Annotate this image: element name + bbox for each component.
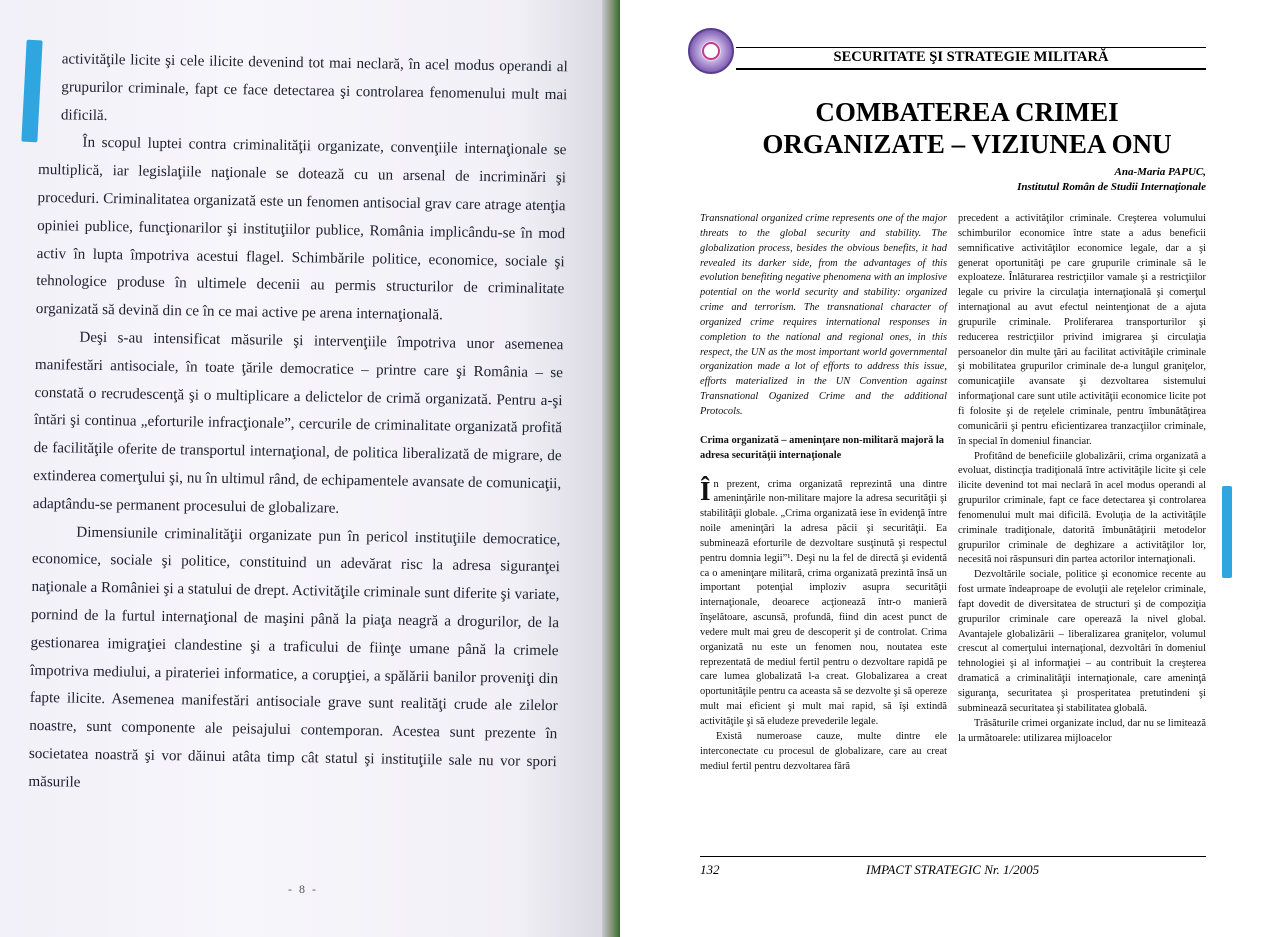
title-line: ORGANIZATE – VIZIUNEA ONU (762, 129, 1172, 159)
author-block (860, 165, 1206, 195)
footer-journal-name: IMPACT STRATEGIC Nr. 1/2005 (866, 862, 1040, 877)
left-column (700, 212, 947, 774)
photo-paragraph: Dimensiunile criminalităţii organizate pun în pericol instituţiile democratice, economice, sociale şi politice, constituind un adevărat risc la adresa siguranţei naţionale a României şi a statului de drept. Activităţile criminale sunt diferite şi variate, pornind de la furtul internaţional de maşini până la piaţa neagră a drogurilor, de la gestionarea imigraţiei clandestine şi a traficului de fiinţe umane până la crimele împotriva mediului, a pirateriei informatice, a corupţiei, a spălării banilor proveniţi din fapte ilicite. Asemenea manifestări antisociale grave sunt realităţi crude ale zilelor noastre, sunt componente ale peisajului contemporan. Acestea sunt prezente în societatea noastră şi vor dăinui atâta timp cât statul şi instituţiile sale nu vor spori măsurile (28, 524, 561, 791)
body-paragraph: Profitând de beneficiile globalizării, crima organizată a evoluat, distincţia tradiţională între activităţile licite şi cele ilicite devenind tot mai neclară în acel modus operandi al grupurilor criminale, fapt ce face detectarea şi controlarea fenomenului mult mai dificilă. Evoluţia de la activităţile criminale tradiţionale, datorită îmbunătăţirii metodelor grupurilor criminale de deghizare a activităţilor lor, necesită noi răspunsuri din partea actorilor internaţionali. (958, 450, 1206, 566)
footer-rule (700, 856, 1206, 857)
footer-page-number: 132 (700, 862, 720, 877)
body-paragraph: Trăsăturile crimei organizate includ, dar nu se limitează la următoarele: utilizarea mijloacelor (958, 717, 1206, 744)
article-title (700, 96, 1234, 160)
title-line: COMBATEREA CRIMEI (815, 97, 1119, 127)
drop-cap: Î (700, 475, 711, 506)
body-paragraph: Dezvoltările sociale, politice şi economice recente au fost urmate îndeaproape de evoluţii ale reţelelor criminale, fapt dovedit de diversitatea de structuri şi de compoziţia grupurilor criminale care operează la nivel global. Avantajele globalizării – liberalizarea graniţelor, volumul crescut al comerţului internaţional, dezvoltări în domeniul tehnologiei şi al informaţiei – au contribuit la creşterea dramatică a criminalităţii internaţionale, care ameninţă siguranţa, securitatea şi prosperitatea pretutindeni şi subminează securitatea şi stabilitatea globală. (958, 569, 1206, 714)
body-paragraph (700, 475, 947, 730)
header-rule (736, 47, 1206, 48)
body-paragraph: precedent a activităţilor criminale. Creşterea volumului schimburilor economice între state a adus beneficii semnificative activităţilor economice legale, dar a şi generat oportunităţi pe care grupurile criminale să le exploateze. Înlăturarea restricţiilor vamale şi a restricţiilor legale cu privire la circulaţia internaţională şi comerţul internaţional au avut efectul neintenţionat de a ajuta grupurile criminale. Proliferarea transporturilor şi reducerea restricţiilor privind imigrarea şi circulaţia persoanelor din multe ţări au facilitat activităţile criminale şi mobilitatea grupurilor criminale de-a lungul graniţelor, comunicaţiile avansate şi dezvoltarea sistemului informaţional care sunt utile activităţii economice licite pot fi folosite şi de reţelele criminale, pentru îmbunătăţirea comunicării şi pentru eficientizarea tranzacţiilor criminale, în special în domeniul financiar. (958, 213, 1206, 447)
right-column (958, 212, 1206, 746)
author-name: Ana-Maria PAPUC, (1114, 166, 1206, 178)
body-paragraph: Există numeroase cauze, multe dintre ele interconectate cu procesul de globalizare, care au creat mediul fertil pentru dezvoltarea fără (700, 730, 947, 772)
logo-ring (702, 42, 720, 60)
body-text: n prezent, crima organizată reprezintă una dintre ameninţările non-militare majore la adresa securităţii şi stabilităţii globale. „Crima organizată iese în evidenţă între noile ameninţări la adresa păcii şi securităţii. Ea subminează eforturile de dezvoltare susţinută şi respectul pentru domnia legii”¹. Deşi nu la fel de directă şi evidentă ca o ameninţare militară, crima organizată prezintă însă un important potenţial imploziv asupra securităţii internaţionale, deoarece acţionează într-o manieră înşelătoare, ascunsă, profundă, fiind din acest punct de vedere mult mai greu de descoperit şi de controlat. Crima organizată nu este un fenomen nou, noutatea este reprezentată de mediul fertil pentru o dezvoltare rapidă pe care lumea globalizată l-a creat. Globalizarea a creat oportunităţile pentru ca aceasta să se dezvolte şi să opereze mult mai eficient şi mult mai rapid, să îşi extindă activităţile şi să eludeze prevederile legale. (700, 478, 947, 727)
photographed-page (0, 0, 620, 937)
photo-paragraph: activităţile licite şi cele ilicite devenind tot mai neclară, în acel modus operandi al grupurilor criminale, fapt ce face detectarea şi controlarea fenomenului mult mai dificilă. (60, 51, 568, 124)
section-header: SECURITATE ŞI STRATEGIE MILITARĂ (833, 49, 1109, 65)
page-edge-shadow (602, 0, 620, 937)
header-rule (736, 68, 1206, 70)
author-affiliation: Institutul Român de Studii Internaţionale (1017, 181, 1206, 193)
photo-paragraph: Deşi s-au intensificat măsurile şi intervenţiile împotriva unor asemenea manifestări antisociale, în toate ţările democratice – printre care şi România – se constată o recrudescenţă şi o multiplicare a delictelor de crimă organizată. Pentru a-şi întări şi continua „eforturile infracţionale”, cercurile de criminalitate organizată profită de facilităţile oferite de transportul internaţional, de politica liberalizată de migrare, de extinderea comerţului şi, nu în ultimul rând, de echipamentele avansate de comunicaţii, adaptându-se permanent procesului de globalizare. (32, 329, 564, 517)
abstract: Transnational organized crime represents one of the major threats to the global security and stability. The globalization process, besides the obvious benefits, it had revealed its darker side, from the advantages of this evolution benefiting negative phenomena with an implosive potential on the world security and stability: organized crime and terrorism. The transnational character of organized crime requires international responses in completion to the national and regional ones, in this respect, the UN as the most important world governmental organization made a lot of efforts to address this issue, efforts materialized in the UN Convention against Transnational Oganized Crime and the additional Protocols. (700, 213, 948, 417)
journal-logo (688, 28, 734, 74)
section-heading: Crima organizată – ameninţare non-militară majoră la adresa securităţii internaţionale (700, 434, 944, 461)
photo-paragraph: În scopul luptei contra criminalităţii organizate, convenţiile internaţionale se multiplică, iar legislaţiile naţionale se dotează cu un arsenal de incriminări şi proceduri. Criminalitatea organizată este un fenomen antisocial grav care atrage atenţia opiniei publice, funcţionarilor şi instituţiilor publice, România implicându-se în mod activ în lupta împotriva acestui flagel. Schimbările politice, economice, sociale şi tehnologice produse în ultimele decenii au permis structurilor de criminalitate organizată să devină din ce în ce mai active pe arena internaţională. (35, 135, 567, 324)
photo-page-number: - 8 - (288, 882, 318, 896)
photo-page-body (28, 46, 568, 805)
highlight-marker (1222, 486, 1232, 578)
